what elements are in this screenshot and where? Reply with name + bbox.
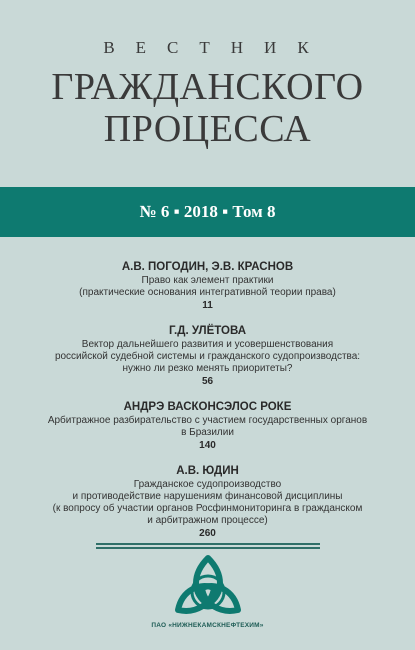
toc-author: А.В. ЮДИН [176,465,239,477]
toc-title-line: Гражданское судопроизводство [133,479,282,490]
toc-title-line: и арбитражном процессе) [147,515,268,526]
table-of-contents [40,260,375,552]
toc-entry [40,260,375,313]
sponsor-logo-icon [168,552,248,622]
issue-band [0,187,415,237]
toc-title-line: Вектор дальнейшего развития и усовершенствования [81,339,334,350]
toc-title-line: (практические основания интегративной теории права) [79,287,336,298]
divider-rule [96,543,320,545]
toc-article-title [40,415,375,439]
journal-title-line-2: ПРОЦЕССА [103,108,312,150]
toc-entry [40,464,375,541]
toc-title-line: и противодействие нарушениям финансовой дисциплины [72,491,343,502]
toc-title-line: Арбитражное разбирательство с участием государственных органов [47,415,368,426]
toc-author: АНДРЭ ВАСКОНСЭЛОС РОКЕ [123,401,292,413]
toc-title-line: (к вопросу об участии органов Росфинмониторинга в гражданском [52,503,363,514]
toc-title-line: нужно ли резко менять приоритеты? [122,363,293,374]
toc-page-number: 140 [199,440,216,451]
toc-title-line: в Бразилии [181,427,234,438]
toc-title-line: российской судебной системы и гражданского судопроизводства: [54,351,361,362]
masthead [0,36,415,150]
journal-title-line-1: ГРАЖДАНСКОГО [51,66,364,108]
toc-author: А.В. ПОГОДИН, Э.В. КРАСНОВ [121,261,294,273]
toc-entry [40,400,375,453]
toc-title-line: Право как элемент практики [141,275,274,286]
toc-article-title [40,275,375,299]
toc-page-number: 56 [201,376,214,387]
divider-rule [96,547,320,549]
sponsor-name: ПАО «НИЖНЕКАМСКНЕФТЕХИМ» [151,622,264,629]
toc-page-number: 11 [202,300,213,311]
series-label: ВЕСТНИК [103,38,330,57]
toc-page-number: 260 [199,528,216,539]
issue-info: № 6 ▪ 2018 ▪ Том 8 [139,202,276,221]
toc-author: Г.Д. УЛЁТОВА [168,325,247,337]
toc-article-title [40,479,375,527]
toc-article-title [40,339,375,375]
toc-entry [40,324,375,389]
